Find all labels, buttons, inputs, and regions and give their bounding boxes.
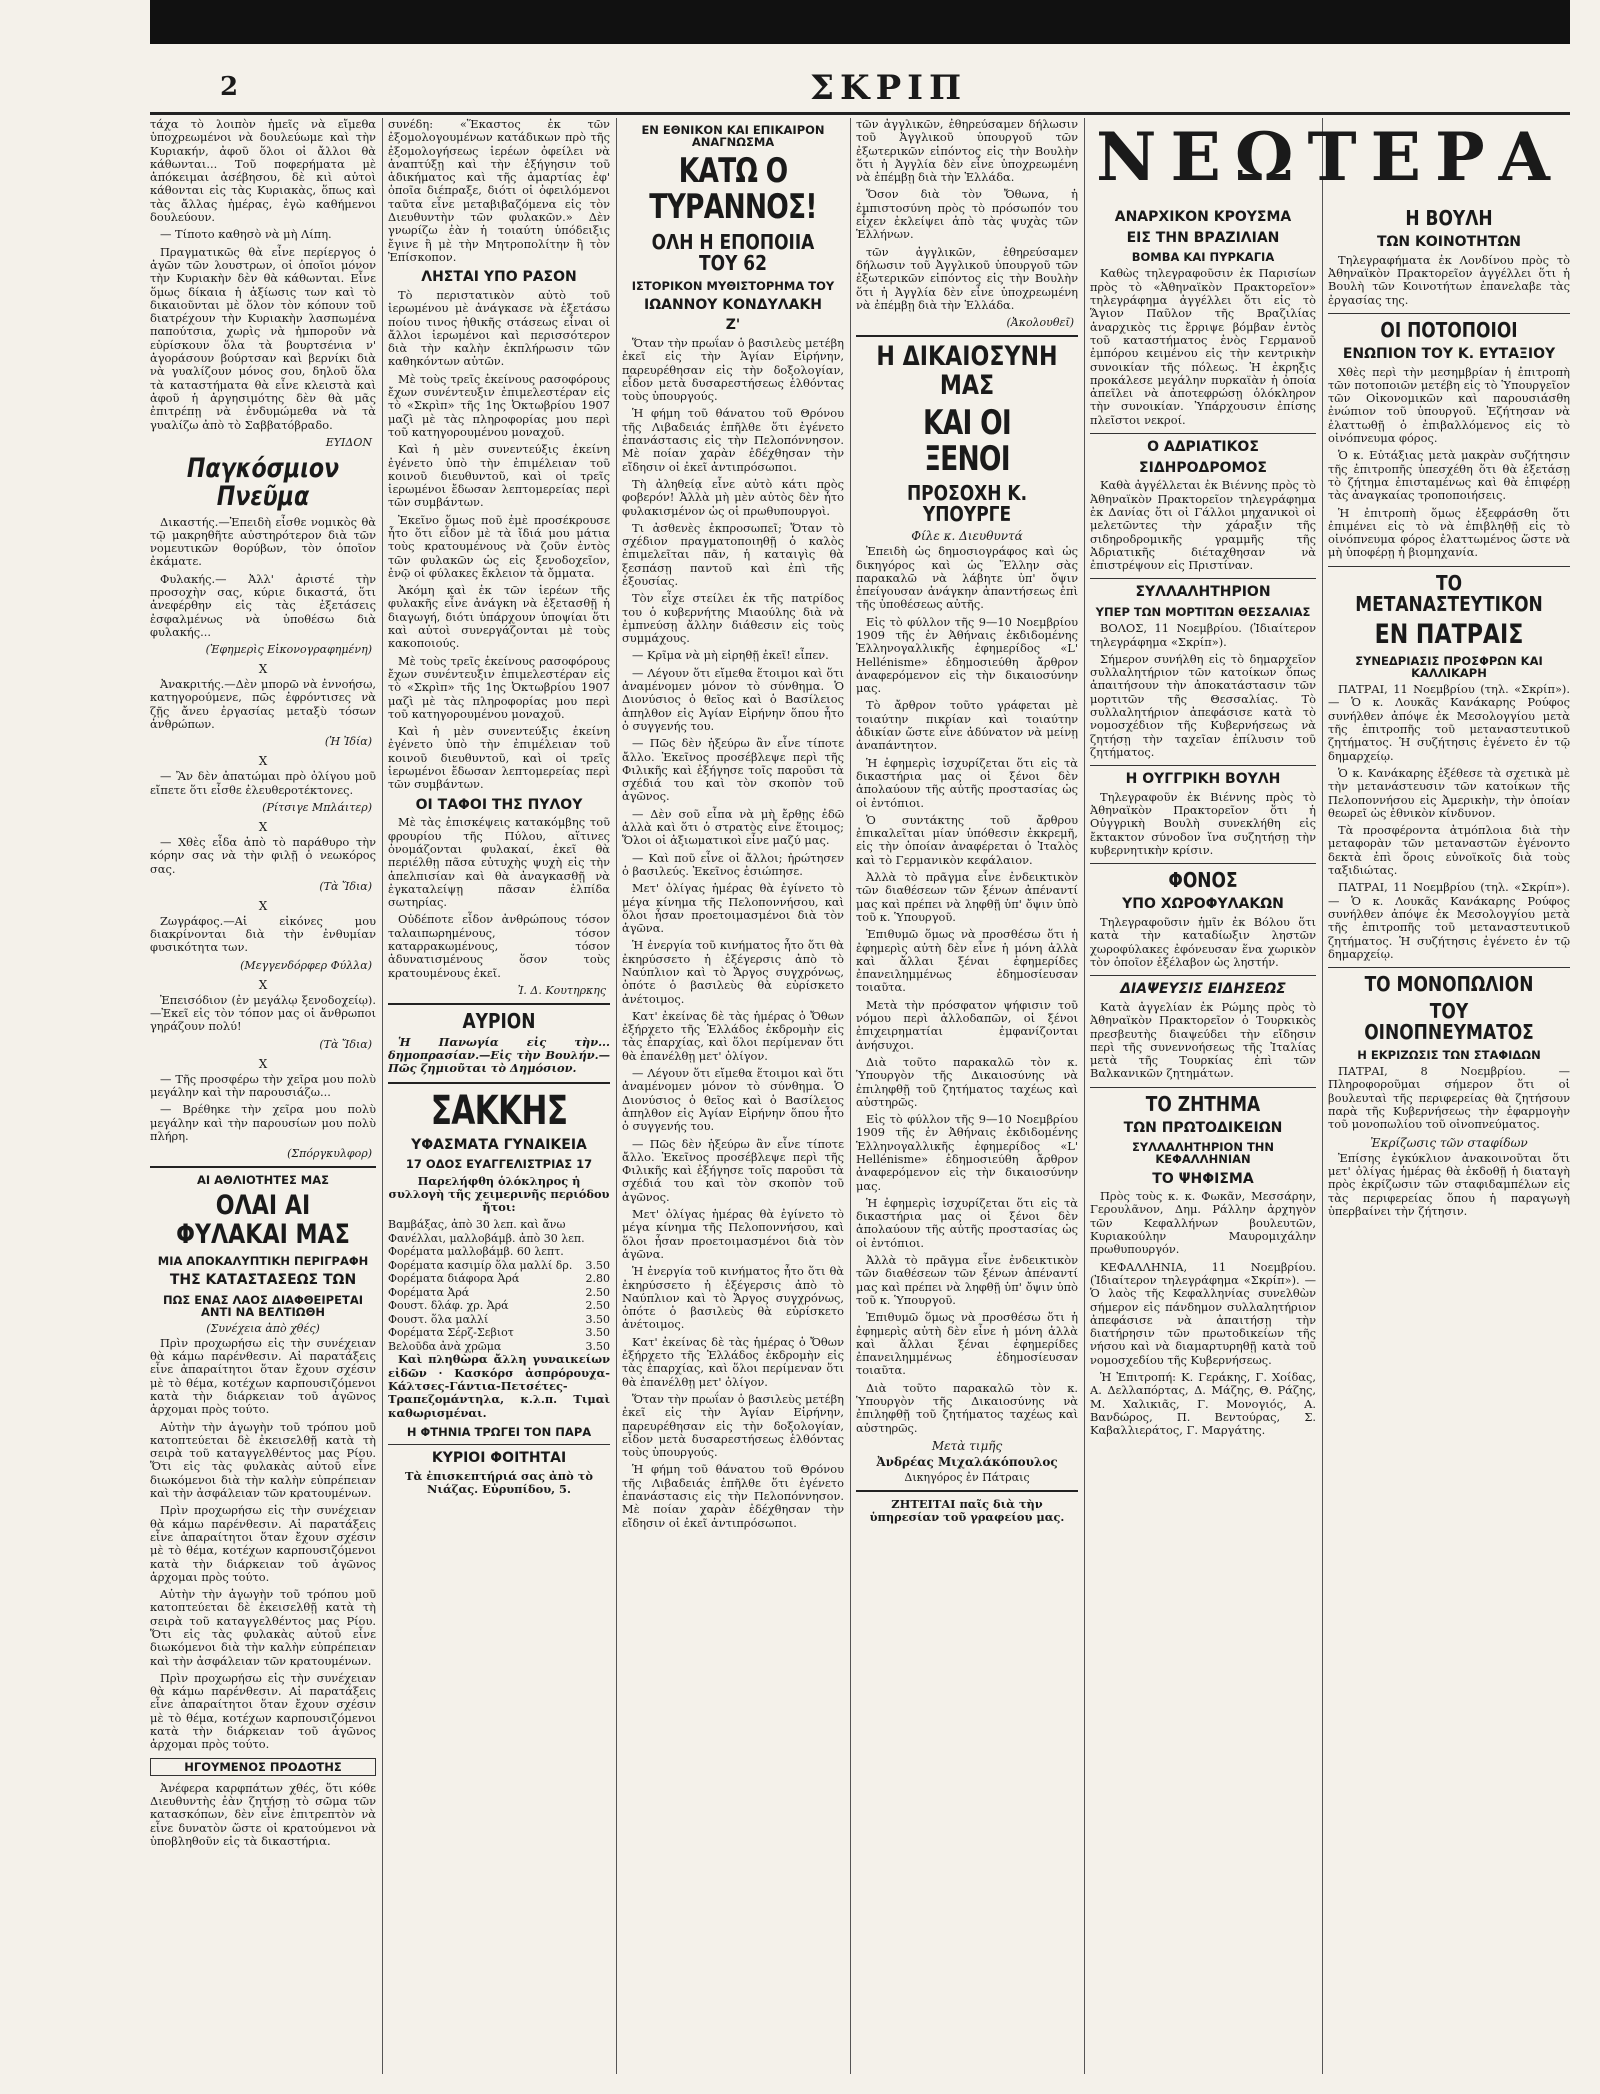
ad-text: Τὰ ἐπισκεπτήριά σας ἀπὸ τὸ Νιάζας. Εὐρυπίδου, 5. xyxy=(405,1468,593,1496)
dialogue-source: (Ρίτσιγε Μπλάιτερ) xyxy=(262,800,372,814)
article-paragraph: — Λέγουν ὅτι εἴμεθα ἕτοιμοι καὶ ὅτι ἀναμένομεν μόνον τὸ σύνθημα. Ὁ Διονύσιος ὁ θεῖος καὶ ὁ Βασίλειος ἀπηλθον εἰς Ἀγίαν Εἰρήνην ὅπου ἦτο ὁ συγγενής του. xyxy=(622,1066,844,1134)
news-body: Ὁ κ. Κανάκαρης ἐξέθεσε τὰ σχετικὰ μὲ τὴν μετανάστευσιν τῶν κατοίκων τῆς Πελοποννήσου εἰς Ἀμερικὴν, τὴν ὁποίαν θεωρεῖ ὡς ἐθνικὸν κίνδυνον. xyxy=(1328,765,1570,820)
news-headline: ΕΝΩΠΙΟΝ ΤΟΥ Κ. ΕΥΤΑΞΙΟΥ xyxy=(1342,345,1556,362)
article-paragraph: Πραγματικῶς θὰ εἶνε περίεργος ὁ ἀγῶν τῶν λουστρων, οἱ ὁποῖοι μόνον τὴν Κυριακὴν δὲν θὰ κάθωνται. Εἶνε ὅμως δίκαια ἡ ἀξίωσις των καὶ τὸ δικαιοῦνται μὲ ὅλον τὸν κόπουν τοῦ διατρέχουν τὴν Κυριακὴν λασπωμένα παπούτσια, χωρὶς νὰ ἠμποροῦν νὰ εὑρίσκουν ὅλα τὰ βουρτσένια ν' ἀγοράσουν βούρτσαν καὶ βερνίκι διὰ νὰ γυαλίζουν μόνος σου, δηλοῦ ὅλα τὰ καταστήματα θὰ εἶνε κλειστὰ καὶ ἀφοῦ ἡ ἀργησιμότης δὲν θὰ μᾶς ἐπιτρέπῃ νὰ ἐνδυμώμεθα νὰ τὰ γυαλίζω ἀπὸ τὸ Σαββατόβραδο. xyxy=(150,244,376,432)
price-row: Φορέματα διάφορα Ἀρά 2.80 xyxy=(388,1272,610,1286)
divider xyxy=(856,335,1078,337)
dialogue: Φυλακής.— Ἀλλ' ἀριστέ τὴν προσοχὴν σας, κύριε δικαστά, ὅτι ἀνεφέρθην εἰς τὰς ἐξετάσεις ἐσφαλμένως νὰ ὑποθέσω διὰ φυλακής... xyxy=(150,571,376,639)
dialogue-source: (Σπόργκυλφορ) xyxy=(287,1147,372,1161)
news-body: Τηλεγραφοῦσιν ἡμῖν ἐκ Βόλου ὅτι κατὰ τὴν καταδίωξιν ληστῶν χωροφύλακες ἐφόνευσαν ἕνα χωρικὸν τὸν ὁποῖον ἐξέλαβον ὡς ληστήν. xyxy=(1090,915,1316,969)
article-paragraph: Διὰ τοῦτο παρακαλῶ τὸν κ. Ὑπουργὸν τῆς Δικαιοσύνης νὰ ἐπιληφθῇ τοῦ ζητήματος ταχέως καὶ αὐστηρῶς. xyxy=(856,1380,1078,1435)
latest-news-banner: ΝΕΩΤΕΡΑ xyxy=(1096,124,1564,190)
news-headline: Η ΒΟΥΛΗ xyxy=(1405,206,1493,230)
news-body: Καθὼς τηλεγραφοῦσιν ἐκ Παρισίων πρὸς τὸ «Ἀθηναϊκὸν Πρακτορεῖον» τηλεγράφημα ἀγγέλλει ὅτι εἰς τὸ Ἅγιον Παῦλον τῆς Βραζιλίας ἀναρχικὸς τις ἔρριψε βόμβαν ἐντὸς τοῦ καταστήματος ἑνὸς Γερμανοῦ ἐμπόρου κειμένου εἰς τὴν κεντρικὴν συνοικίαν τῆς πόλεως. Ἡ ἐκρηξις προκάλεσε μεγάλην πυρκαϊὰν ἡ ὁποία ἀπεῖλει νὰ ἀποτεφρώσῃ ὁλόκληρον τὴν συνοικίαν. Ὑπάρχουσιν ἐπίσης πλεῖστοι νεκροί. xyxy=(1090,266,1316,427)
price-row: Φουστ. δλάφ. χρ. Ἀρά 2.50 xyxy=(388,1299,610,1313)
column-4 xyxy=(856,118,1078,2074)
news-headline: ΕΙΣ ΤΗΝ ΒΡΑΖΙΛΙΑΝ xyxy=(1126,229,1280,246)
article-paragraph: — Πῶς δὲν ἠξεύρω ἂν εἶνε τίποτε ἄλλο. Ἐκεῖνος προσέβλεψε περὶ τῆς Φιλικῆς καὶ ἐξήγησε τοῖς παροῦσι τὰ σχέδιά του καὶ τὸν σκοπὸν τοῦ ἀγῶνος. xyxy=(622,1136,844,1204)
article-paragraph: Κατ' ἐκείνας δὲ τὰς ἡμέρας ὁ Ὄθων ἐξήρχετο τῆς Ἑλλάδος ἐκδρομὴν εἰς τὰς ἐπαρχίας, καὶ ὅλοι περίμεναν ὅτι θὰ ἐπανέλθῃ μετ' ὀλίγον. xyxy=(622,1008,844,1063)
divider xyxy=(388,1082,610,1084)
signer-role: Δικηγόρος ἐν Πάτραις xyxy=(904,1470,1030,1484)
price-row: Φορέματα Ἀρά 2.50 xyxy=(388,1285,610,1299)
article-paragraph: Τι ἀσθενὲς ἐκπροσωπεῖ; Ὅταν τὸ σχέδιον πραγματοποιηθῇ ὁ καλὸς ἐπιμελεῖται πᾶν, ἡ καταιγὶς θὰ ξεσπάσῃ παντοῦ καὶ ἐπὶ τῆς ἐξουσίας. xyxy=(622,520,844,588)
shop-name: ΣΑΚΚΗΣ xyxy=(430,1087,568,1134)
article-signature: Ἰ. Δ. Κουτηρκης xyxy=(517,983,606,997)
column-6 xyxy=(1328,118,1570,2074)
article-paragraph: Ἐπιθυμῶ ὅμως νὰ προσθέσω ὅτι ἡ ἐφημερὶς αὐτὴ δὲν εἶνε ἡ μόνη ἀλλὰ καὶ ἄλλαι ξέναι ἐφημερίδες ἐπανειλημμένως ἐδημοσίευσαν τοιαῦτα. xyxy=(856,927,1078,995)
chapter-number: Ζ' xyxy=(725,317,741,334)
article-paragraph: Ἡ ἐφημερὶς ἰσχυρίζεται ὅτι εἰς τὰ δικαστήρια μας οἱ ξένοι δὲν ἀπολαύουν τῆς αὐτῆς προστασίας ὡς οἱ ἐντόπιοι. xyxy=(856,1195,1078,1250)
article-paragraph: Πρὶν προχωρήσω εἰς τὴν συνέχειαν θὰ κάμω παρένθεσιν. Αἱ παρατάξεις εἶνε ἀπαραίτητοι ὅταν ἔχουν σχέσιν μὲ τὸ θέμα, κοτέχων καρπουσιζόμενοι κατὰ τὴν διάρκειαν τοῦ ἀγῶνος ἀρχομαι πρὸς τούτο. xyxy=(150,1670,376,1752)
article-paragraph: Αὐτὴν τὴν ἀγωγὴν τοῦ τρόπου μοῦ κατοπτεύεται δὲ ἐκεισελθῇ κατὰ τὴ σειρὰ τοῦ καταγγελθέντος μας Ρίου. Ὅτι εἰς τὰς φυλακὰς αὐτοῦ εἶνε διωκόμενοι διὰ τὴν καλὴν εὐπρέπειαν καὶ τὴν ἀσφάλειαν τῶν κρατουμένων. xyxy=(150,1419,376,1501)
article-paragraph: Ἀνέφερα καρφπάτων χθές, ὅτι κόθε Διευθυντὴς ἐὰν ζητήσῃ τὸ σῶμα τῶν κατασκόπων, δὲν εἶνε ἐπιτρεπτὸν νὰ εἶνε δυνατὸν ὥστε οἱ κρατούμενοι νὰ ὑποβληθοῦν εἰς τὰ δικαστήρια. xyxy=(150,1780,376,1848)
news-subhead: ΣΥΛΛΑΛΗΤΗΡΙΟΝ ΤΗΝ ΚΕΦΑΛΛΗΝΙΑΝ xyxy=(1131,1140,1275,1167)
article-signature: ΕΥΙΔΟΝ xyxy=(325,435,372,449)
separator: Χ xyxy=(258,662,268,677)
article-paragraph: Τὸ ἄρθρον τοῦτο γράφεται μὲ τοιαύτην πικρίαν καὶ τοιαύτην ἀδικίαν ὥστε εἶνε ἀδύνατον νὰ μείνῃ ἀναπάντητον. xyxy=(856,698,1078,753)
shop-more: Καὶ πληθὼρα ἄλλη γυναικείων εἰδῶν · Κασκόρσ ἀσπρόρουχα-Κάλτσες-Γάντια-Πετσέτες-Τραπεζομάντηλα, κ.λ.π. Τιμαὶ καθωρισμέναι. xyxy=(388,1352,610,1420)
top-black-bar xyxy=(150,0,1570,44)
news-body: Ἐπίσης ἐγκύκλιον ἀνακοινοῦται ὅτι μετ' ὀλίγας ἡμέρας θὰ ἐκδοθῇ ἡ διαταγὴ πρὸς ἐκρίζωσιν τῶν σταφιδαμπέλων εἰς τὰς περιφερείας ὅπου ἡ παραγωγὴ ὑπερβαίνει τὴν ζήτησιν. xyxy=(1328,1150,1570,1218)
article-paragraph: Ὅσον διὰ τὸν Ὄθωνα, ἡ ἐμπιστοσύνη πρὸς τὸ πρόσωπόν του εἶχεν ἐκλείψει ἀπὸ τὰς ψυχὰς τῶν Ἑλλήνων. xyxy=(856,187,1078,242)
article-paragraph: Ἡ φήμη τοῦ θάνατου τοῦ Θρόνου τῆς Λιβαδειάς ἐπῆλθε ὅτι ἐγένετο ἐπανάστασις εἰς τὴν Πελοπόννησον. Μὲ ποίαν χαρὰν ἐδέχθησαν τὴν εἴδησιν οἱ ἐκεῖ ἀντιπρόσωποι. xyxy=(622,406,844,474)
dialogue: — Χθὲς εἶδα ἀπὸ τὸ παράθυρο τὴν κόρην σας νὰ τὴν φιλῇ ὁ νεωκόρος σας. xyxy=(150,834,376,876)
dialogue-source: (Μεγγενδόρφερ Φύλλα) xyxy=(240,958,372,972)
divider xyxy=(1090,578,1316,579)
dialogue: — Τῆς προσφέρω τὴν χεῖρα μου πολὺ μεγάλην καὶ τὴν παρουσιάζω... xyxy=(150,1071,376,1099)
divider xyxy=(1090,975,1316,976)
news-headline: ΤΩΝ ΚΟΙΝΟΤΗΤΩΝ xyxy=(1376,234,1522,250)
news-headline: Ο ΑΔΡΙΑΤΙΚΟΣ xyxy=(1147,439,1259,455)
dialogue: — Βρέθηκε τὴν χεῖρα μου πολὺ μεγάλην καὶ τὴν παρουσίων μου πολὺ πλήρη. xyxy=(150,1102,376,1143)
salutation: Φίλε κ. Διευθυντά xyxy=(911,529,1023,544)
column-2 xyxy=(388,118,610,2074)
price-row: Φανέλλαι, μαλλοβάμβ. ἀπὸ 30 λεπ. xyxy=(388,1231,585,1245)
article-paragraph: — Καὶ ποῦ εἶνε οἱ ἄλλοι; ἠρώτησεν ὁ βασιλεύς. Ἐκεῖνος ἐσιώπησε. xyxy=(622,850,844,878)
divider xyxy=(1328,313,1570,314)
dialogue: Ἐπεισόδιον (ἐν μεγάλῳ ξενοδοχείῳ).—Ἐκεῖ εἰς τὸν τόπον μας οἱ ἄνθρωποι γηράζουν πολύ! xyxy=(150,992,376,1034)
column-divider xyxy=(850,118,851,2074)
news-body: Ἡ Ἐπιτροπή: Κ. Γεράκης, Γ. Χοίδας, Α. Δελλαπόρτας, Δ. Μάζης, Θ. Ράζης, Μ. Χαλικιᾶς, Γ. Μονογιός, Α. Βανδώρος, Π. Βεντούρας, Σ. Καβαλλιεράτος, Γ. Μαργάτης. xyxy=(1090,1370,1316,1438)
article-subtitle: ΠΩΣ ΕΝΑΣ ΛΑΟΣ ΔΙΑΦΘΕΙΡΕΤΑΙ ΑΝΤΙ ΝΑ ΒΕΛΤΙΩΘΗ xyxy=(162,1292,363,1319)
separator: Χ xyxy=(258,977,268,992)
column-divider xyxy=(1322,118,1323,2074)
divider xyxy=(1328,967,1570,968)
article-paragraph: — Δὲν σοῦ εἶπα νὰ μὴ ἔρθῃς ἐδῶ ἀλλὰ καὶ ὅτι ὁ στρατὸς εἶνε ἕτοιμος; Ὅλοι οἱ ἀξιωματικοὶ εἶνε μαζύ μας. xyxy=(622,806,844,848)
article-paragraph: τάχα τὸ λοιπὸν ἡμεῖς νὰ εἴμεθα ὑποχρεωμένοι νὰ δουλεύωμε καὶ τὴν Κυριακήν, ἀφοῦ ὅλοι οἱ ἄλλοι θὰ κάθωνται... Τοῦ ποφερήματα μὲ ἀπόκειμαι ἀσέβησου, δὲ κιὶ αὐτοὶ κάθονται εἰς τὰς Κυριακὰς, ὅπως καὶ τὰς ἄλλας ἡμέρας, ἐγὼ καθήμενοι δουλεύουν. xyxy=(150,118,376,225)
news-headline: ΕΝ ΠΑΤΡΑΙΣ xyxy=(1374,618,1524,650)
news-headline: ΣΙΔΗΡΟΔΡΟΜΟΣ xyxy=(1139,459,1267,476)
shop-subtitle: ΥΦΑΣΜΑΤΑ ΓΥΝΑΙΚΕΙΑ xyxy=(411,1136,587,1153)
article-paragraph: Ὁ συντάκτης τοῦ ἄρθρου ἐπικαλεῖται μίαν ὑπόθεσιν ἐκκρεμῆ, εἰς τὴν ὁποίαν ἀναφέρεται ὁ Ἰταλὸς καὶ τὸ Γερμανικὸν κεφάλαιον. xyxy=(856,812,1078,867)
article-paragraph: Πρὶν προχωρήσω εἰς τὴν συνέχειαν θὰ κάμω παρένθεσιν. Αἱ παρατάξεις εἶνε ἀπαραίτητοι ὅταν ἔχουν σχέσιν μὲ τὸ θέμα, κοτέχων καρπουσιζόμενοι κατὰ τὴν διάρκειαν τοῦ ἀγῶνος ἀρχομαι πρὸς τούτο. xyxy=(150,1503,376,1584)
divider xyxy=(388,1444,610,1445)
article-paragraph: Αὐτὴν τὴν ἀγωγὴν τοῦ τρόπου μοῦ κατοπτεύεται δὲ ἐκεισελθῇ κατὰ τὴ σειρὰ τοῦ καταγγελθέντος μας Ρίου. Ὅτι εἰς τὰς φυλακὰς αὐτοῦ εἶνε διωκόμενοι διὰ τὴν καλὴν εὐπρέπειαν καὶ τὴν ἀσφάλειαν τῶν κρατουμένων. xyxy=(150,1587,376,1668)
article-paragraph: Ἡ ἐφημερὶς ἰσχυρίζεται ὅτι εἰς τὰ δικαστήρια μας οἱ ξένοι δὲν ἀπολαύουν τῆς αὐτῆς προστασίας ὡς οἱ ἐντόπιοι. xyxy=(856,755,1078,810)
news-headline: ΣΥΛΛΑΛΗΤΗΡΙΟΝ xyxy=(1135,584,1271,601)
article-paragraph: Μὲ τὰς ἐπισκέψεις κατακόμβης τοῦ φρουρίου τῆς Πύλου, αἵτινες ὀνομάζονται φυλακαί, ἐκεῖ θὰ περιέλθῃ πᾶσα εὐτυχὴς ψυχὴ εἰς τὴν ἀπελπισίαν καὶ θὰ ἀναγκασθῇ νὰ ἐγκαταλείψῃ πᾶσαν ἐλπίδα σωτηρίας. xyxy=(388,815,610,910)
separator: Χ xyxy=(258,754,268,769)
news-body: Κατὰ ἀγγελίαν ἐκ Ρώμης πρὸς τὸ Ἀθηναϊκὸν Πρακτορεῖον ὁ Τουρκικὸς πρεσβευτὴς διαψεύδει τὴν εἴδησιν περὶ τῆς συνεννοήσεως τῆς Ἰταλίας μετὰ τῆς Τουρκίας ἐπὶ τῶν Βαλκανικῶν ζητημάτων. xyxy=(1090,999,1316,1081)
separator: Χ xyxy=(258,819,268,834)
article-paragraph: τῶν ἀγγλικῶν, ἐθηρεύσαμεν δήλωσιν τοῦ Ἀγγλικοῦ ὑπουργοῦ τῶν ἐξωτερικῶν εἰπόντος εἰς τὴν Βουλὴν ὅτι ἡ Ἀγγλία δὲν εἶνε ὑποχρεωμένη νὰ ἐπέμβῃ διὰ τὴν Ἑλλάδα. xyxy=(856,118,1078,185)
article-paragraph: Εἰς τὸ φύλλον τῆς 9—10 Νοεμβρίου 1909 τῆς ἐν Ἀθήναις ἐκδιδομένης Ἑλληνογαλλικῆς ἐφημερίδος «L' Hellénisme» ἐδημοσιεύθη ἄρθρον ἀναφερόμενον εἰς τὴν δικαιοσύνην μας. xyxy=(856,1112,1078,1193)
article-headline: ΚΑΙ ΟΙ ΞΕΝΟΙ xyxy=(923,402,1011,479)
news-subhead: ΥΠΟ ΧΩΡΟΦΥΛΑΚΩΝ xyxy=(1122,896,1284,913)
price-row: Φορέματα μαλλοβάμβ. 60 λεπτ. xyxy=(388,1245,564,1259)
dialogue: — Ἂν δὲν ἀπατώμαι πρὸ ὀλίγου μοῦ εἴπετε ὅτι εἶσθε ἐλευθεροτέκτονες. xyxy=(150,769,376,797)
news-body: Τηλεγραφοῦν ἐκ Βιέννης πρὸς τὸ Ἀθηναϊκὸν Πρακτορεῖον ὅτι ἡ Οὐγγρικὴ Βουλὴ συνεκλήθη εἰς ἔκτακτον σύνοδον ἵνα συζητήσῃ τὴν κυβερνητικὴν κρίσιν. xyxy=(1090,789,1316,858)
divider xyxy=(856,1490,1078,1492)
article-subtitle: ΠΡΟΣΟΧΗ Κ. ΥΠΟΥΡΓΕ xyxy=(906,481,1028,527)
news-headline: ΤΩΝ ΠΡΩΤΟΔΙΚΕΙΩΝ xyxy=(1123,1119,1283,1136)
article-paragraph: Μετὰ τὴν πρόσφατον ψήφισιν τοῦ νόμου περὶ ἀλλοδαπῶν, οἱ ξένοι ἐπιχειρηματίαι ἐμφανίζονται ἀνήσυχοι. xyxy=(856,997,1078,1052)
article-paragraph: Ἡ ἐνεργία τοῦ κινήματος ἦτο ὅτι θὰ ἐκηρύσσετο ἡ ἐξέγερσις ἀπὸ τὸ Ναύπλιον καὶ τὸ Ἄργος συγχρόνως, ὁπότε ὁ βασιλεὺς θὰ εὑρίσκετο ἀνέτοιμος. xyxy=(622,938,844,1006)
column-3 xyxy=(622,118,844,2074)
news-body: Πρὸς τοὺς κ. κ. Φωκᾶν, Μεσσάρην, Γερουλᾶνον, Δημ. Ράλλην ἀρχηγὸν τῶν Κεφαλλήνων βουλευτῶν, Κυριακούλην Μαυρομιχάλην πρωθυπουργόν. xyxy=(1090,1189,1316,1257)
continued-note: (Συνέχεια ἀπὸ χθές) xyxy=(206,1321,320,1335)
closing: Μετὰ τιμῆς xyxy=(931,1438,1003,1453)
news-headline: ΦΟΝΟΣ xyxy=(1168,868,1238,893)
dialogue-source: (Ἡ Ἰδία) xyxy=(324,735,372,749)
news-subhead: ΥΠΕΡ ΤΩΝ ΜΟΡΤΙΤΩΝ ΘΕΣΣΑΛΙΑΣ xyxy=(1095,605,1311,620)
news-dateline: ΒΟΛΟΣ, 11 Νοεμβρίου. (Ἰδιαίτερον τηλεγράφημα «Σκρίπ»). xyxy=(1090,621,1316,649)
article-paragraph: Ἡ φήμη τοῦ θάνατου τοῦ Θρόνου τῆς Λιβαδειάς ἐπῆλθε ὅτι ἐγένετο ἐπανάστασις εἰς τὴν Πελοπόννησον. Μὲ ποίαν χαρὰν ἐδέχθησαν τὴν εἴδησιν οἱ ἐκεῖ ἀντιπρόσωποι. xyxy=(622,1462,844,1530)
separator: Χ xyxy=(258,898,268,913)
article-paragraph: Μὲ τοὺς τρεῖς ἐκείνους ρασοφόρους ἔχων συνέντευξιν ἐπιμελεστέραν εἰς τὸ «Σκρὶπ» τῆς 1ης Ὀκτωβρίου 1907 μαζὶ μὲ τὰς πληροφορίας μου περὶ τοῦ κατηγορουμένου μοναχοῦ. xyxy=(388,371,610,439)
article-paragraph: Εἰς τὸ φύλλον τῆς 9—10 Νοεμβρίου 1909 τῆς ἐν Ἀθήναις ἐκδιδομένης Ἑλληνογαλλικῆς ἐφημερίδος «L' Hellénisme» ἐδημοσιεύθη ἄρθρον ἀναφερόμενον εἰς τὴν δικαιοσύνην μας. xyxy=(856,614,1078,696)
article-headline: ΟΛΑΙ ΑΙ ΦΥΛΑΚΑΙ ΜΑΣ xyxy=(176,1190,350,1250)
article-subtitle: ΜΙΑ ΑΠΟΚΑΛΥΠΤΙΚΗ ΠΕΡΙΓΡΑΦΗ xyxy=(157,1253,369,1268)
divider xyxy=(1090,433,1316,434)
price-row: Βαμβάξας, ἀπὸ 30 λεπ. καὶ ἄνω xyxy=(388,1218,566,1232)
article-paragraph: Μὲ τοὺς τρεῖς ἐκείνους ρασοφόρους ἔχων συνέντευξιν ἐπιμελεστέραν εἰς τὸ «Σκρὶπ» τῆς 1ης Ὀκτωβρίου 1907 μαζὶ μὲ τὰς πληροφορίας μου περὶ τοῦ κατηγορουμένου μοναχοῦ. xyxy=(388,653,610,721)
dialogue-source: (Ἐφημερὶς Εἰκονογραφημένη) xyxy=(205,643,372,657)
news-body: Τὰ προσφέροντα ἀτμόπλοια διὰ τὴν μεταφορὰν τῶν μεταναστῶν ἐγένοντο δεκτὰ ἐπὶ ὅροις εὐνοϊκοῖς διὰ τοὺς ταξιδιώτας. xyxy=(1328,823,1570,878)
shop-address: 17 ΟΔΟΣ ΕΥΑΓΓΕΛΙΣΤΡΙΑΣ 17 xyxy=(405,1157,593,1172)
dialogue-source: (Τὰ Ἴδια) xyxy=(319,1037,372,1051)
divider xyxy=(1328,566,1570,567)
subsection-heading: ΟΙ ΤΑΦΟΙ ΤΗΣ ΠΥΛΟΥ xyxy=(415,796,583,813)
article-paragraph: Μετ' ὀλίγας ἡμέρας θὰ ἐγίνετο τὸ μέγα κίνημα τῆς Πελοποννήσου, καὶ ὅλοι ἦσαν προετοιμασμένοι διὰ τὸν ἀγῶνα. xyxy=(622,1207,844,1261)
news-body: Ὁ κ. Εὐτάξιας μετὰ μακρὰν συζήτησιν τῆς ἐπιτροπῆς ὑπεσχέθη ὅτι θὰ ἐξετάσῃ τὸ ζήτημα ἐπισταμένως καὶ θὰ ἐπιφέρῃ τὰς ἀναγκαίας τροποποιήσεις. xyxy=(1328,448,1570,503)
classified-ad: ΖΗΤΕΙΤΑΙ παῖς διὰ τὴν ὑπηρεσίαν τοῦ γραφείου μας. xyxy=(869,1496,1065,1525)
article-paragraph: Πρὶν προχωρήσω εἰς τὴν συνέχειαν θὰ κάμω παρένθεσιν. Αἱ παρατάξεις εἶνε ἀπαραίτητοι ὅταν ἔχουν σχέσιν μὲ τὸ θέμα, κοτέχων καρπουσιζόμενοι κατὰ τὴν διάρκειαν τοῦ ἀγῶνος ἀρχομαι πρὸς τούτο. xyxy=(150,1335,376,1417)
article-paragraph: Διὰ τοῦτο παρακαλῶ τὸν κ. Ὑπουργὸν τῆς Δικαιοσύνης νὰ ἐπιληφθῇ τοῦ ζητήματος ταχέως καὶ αὐστηρῶς. xyxy=(856,1054,1078,1109)
news-body: Τηλεγραφήματα ἐκ Λονδίνου πρὸς τὸ Ἀθηναϊκὸν Πρακτορεῖον ἀγγέλλει ὅτι ἡ Βουλὴ τῶν Κοινοτήτων ἐπανελαβε τὰς ἐργασίας της. xyxy=(1328,252,1570,307)
article-paragraph: — Τίποτο καθησὸ νὰ μὴ Λίπη. xyxy=(160,227,332,242)
news-headline: ΤΟ ΖΗΤΗΜΑ xyxy=(1145,1091,1261,1116)
price-row: Βελοῦδα ἀνὰ χρῶμα 3.50 xyxy=(388,1339,610,1353)
news-subhead: Ἐκρίζωσις τῶν σταφίδων xyxy=(1370,1135,1528,1150)
banner-spacer xyxy=(1328,118,1570,202)
header-rule xyxy=(150,112,1570,115)
article-paragraph: Ἐπιθυμῶ ὅμως νὰ προσθέσω ὅτι ἡ ἐφημερὶς αὐτὴ δὲν εἶνε ἡ μόνη ἀλλὰ καὶ ἄλλαι ξέναι ἐφημερίδες ἐπανειλημμένως ἐδημοσίευσαν τοιαῦτα. xyxy=(856,1310,1078,1378)
serial-subtitle: ΙΣΤΟΡΙΚΟΝ ΜΥΘΙΣΤΟΡΗΜΑ ΤΟΥ xyxy=(631,278,835,293)
article-paragraph: Μετ' ὀλίγας ἡμέρας θὰ ἐγίνετο τὸ μέγα κίνημα τῆς Πελοποννήσου, καὶ ὅλοι ἦσαν προετοιμασμένοι διὰ τὸν ἀγῶνα. xyxy=(622,881,844,936)
article-paragraph: Ἐκεῖνο ὅμως ποῦ ἐμὲ προσέκρουσε ἦτο ὅτι εἶδον μὲ τὰ ἴδιά μου μάτια τοὺς κρατουμένους νὰ ζοῦν ἐντὸς τῶν φυλακῶν ὡς εἰς ξενοδοχεῖον, ἐνῷ οἱ φύλακες ἔκλειον τὰ ὄμματα. xyxy=(388,512,610,580)
news-body: ΠΑΤΡΑΙ, 11 Νοεμβρίου (τηλ. «Σκρίπ»). — Ὁ κ. Λουκᾶς Κανάκαρης Ρούφος συνήλθεν ἀπόψε ἐκ Μεσολογγίου μετὰ τῆς ἐπιτροπῆς τοῦ μεταναστευτικοῦ ζητήματος. Ἡ συζήτησις ἐγένετο ἐν τῷ δημαρχείῳ. xyxy=(1328,682,1570,763)
page-number: 2 xyxy=(220,72,239,102)
article-paragraph: Τὸν εἶχε στείλει ἐκ τῆς πατρίδος του ὁ κυβερνήτης Μιαούλης διὰ νὰ ἐμπνεύσῃ ἄλλην διάθεσιν εἰς τοὺς συμμάχους. xyxy=(622,591,844,646)
divider xyxy=(150,1166,376,1168)
article-paragraph: — Λέγουν ὅτι εἴμεθα ἕτοιμοι καὶ ὅτι ἀναμένομεν μόνον τὸ σύνθημα. Ὁ Διονύσιος ὁ θεῖος καὶ ὁ Βασίλειος ἀπηλθον εἰς Ἀγίαν Εἰρήνην ὅπου ἦτο ὁ συγγενής του. xyxy=(622,665,844,733)
article-paragraph: Ὅταν τὴν πρωΐαν ὁ βασιλεὺς μετέβη ἐκεῖ εἰς τὴν Ἁγίαν Εἰρήνην, παρευρέθησαν εἰς τὴν δοξολογίαν, εἶδον μετὰ δυσαρεστήσεως ἐλθόντας τοὺς ὑπουργούς. xyxy=(622,1391,844,1460)
article-paragraph: Ἐπειδὴ ὡς δημοσιογράφος καὶ ὡς δικηγόρος καὶ ὡς Ἕλλην σὰς παρακαλῶ νὰ λάβητε ὑπ' ὄψιν ἐπείγουσαν ἀνάγκην ἀπαντήσεως ἐπὶ τῆς ὑποθέσεως αὐτῆς. xyxy=(856,544,1078,612)
news-subhead: ΣΥΝΕΔΡΙΑΣΙΣ ΠΡΟΣΦΡΩΝ ΚΑΙ ΚΑΛΛΙΚΑΡΗ xyxy=(1355,654,1543,681)
divider xyxy=(1090,863,1316,864)
signer-name: Ἀνδρέας Μιχαλάκόπουλος xyxy=(876,1454,1058,1469)
divider xyxy=(1090,1087,1316,1088)
article-headline: Η ΔΙΚΑΙΟΣΥΝΗ ΜΑΣ xyxy=(876,341,1058,401)
dialogue: Ζωγράφος.—Αἱ εἰκόνες μου διακρίνονται διὰ τὴν ἐνθυμίαν φυσικότητα των. xyxy=(150,913,376,955)
news-body: ΠΑΤΡΑΙ, 11 Νοεμβρίου (τηλ. «Σκρίπ»). — Ὁ κ. Λουκᾶς Κανάκαρης Ρούφος συνήλθεν ἀπόψε ἐκ Μεσολογγίου μετὰ τῆς ἐπιτροπῆς τοῦ μεταναστευτικοῦ ζητήματος. Ἡ συζήτησις ἐγένετο ἐν τῷ δημαρχείῳ. xyxy=(1328,880,1570,961)
shop-slogan: Η ΦΤΗΝΙΑ ΤΡΩΓΕΙ ΤΟΝ ΠΑΡΑ xyxy=(406,1424,592,1439)
article-paragraph: συνέδη: «Ἕκαστος ἐκ τῶν ἐξομολογουμένων κατάδικων πρὸ τῆς ἐξομολογήσεως ἱερέων ὀφείλει νὰ ἀναπτύξῃ καὶ τὴν ἐξήγησιν τοῦ ἀδικήματος καὶ τῆς ἀμαρτίας ἐφ' ὁποῖα διέπραξε, διότι οἱ ὀφειλόμενοι ταῦτα εἶνε μεταβιβαζόμενα εἰς τὸν Διευθυντὴν τῶν φυλακῶν.» Δὲν γνωρίζω ἐὰν ἡ τοιαύτη ὑπόδειξις ἔγινε ἢ μὲ τὴν Μητροπολίτην ἢ τὸν Ἐπίσκοπον. xyxy=(388,118,610,264)
masthead xyxy=(220,68,1520,112)
serial-kicker: ΕΝ ΕΘΝΙΚΟΝ ΚΑΙ ΕΠΙΚΑΙΡΟΝ ΑΝΑΓΝΩΣΜΑ xyxy=(641,123,825,150)
article-paragraph: Ἀλλὰ τὸ πρᾶγμα εἶνε ἐνδεικτικὸν τῶν διαθέσεων τῶν ξένων ἀπέναντί μας καὶ πρέπει νὰ ληφθῇ ὑπ' ὄψιν ὑπὸ τοῦ κ. Ὑπουργοῦ. xyxy=(856,1253,1078,1307)
column-5-body xyxy=(1090,204,1316,2074)
news-headline: ΟΙ ΠΟΤΟΠΟΙΟΙ xyxy=(1380,317,1518,342)
article-paragraph: Ἀκόμη καὶ ἐκ τῶν ἱερέων τῆς φυλακῆς εἶνε ἀνάγκη νὰ ἐξετασθῇ ἡ διαγωγή, διότι ὑπάρχουν ὑποψίαι ὅτι καὶ αὐτοὶ συνεργάζονται μὲ τοὺς κακοποιούς. xyxy=(388,583,610,651)
divider xyxy=(1090,765,1316,766)
price-row: Φορέματα Σέρζ-Σεβιοτ 3.50 xyxy=(388,1326,610,1340)
news-body: ΠΑΤΡΑΙ, 8 Νοεμβρίου. — Πληροφοροῦμαι σήμερον ὅτι οἱ βουλευταὶ τῆς περιφερείας θὰ ζητήσουν παρὰ τῆς Κυβερνήσεως τὴν ἐφαρμογὴν τοῦ μονοπωλίου τοῦ οἰνοπνεύματος. xyxy=(1328,1064,1570,1132)
article-paragraph: — Πῶς δὲν ἠξεύρω ἂν εἶνε τίποτε ἄλλο. Ἐκεῖνος προσέβλεψε περὶ τῆς Φιλικῆς καὶ ἐξήγησε τοῖς παροῦσι τὰ σχέδιά του καὶ τὸν σκοπὸν τοῦ ἀγῶνος. xyxy=(622,736,844,804)
serial-title: ΚΑΤΩ Ο ΤΥΡΑΝΝΟΣ! xyxy=(649,151,817,227)
dialogue: Ἀνακριτής.—Δὲν μπορῶ νὰ ἐννοήσω, κατηγορούμενε, πῶς ἐφρόντισες νὰ ζῇς ἄνευ ἐργασίας μεταξὺ τόσων ἀνθρώπων. xyxy=(150,677,376,732)
article-paragraph: τῶν ἀγγλικῶν, ἐθηρεύσαμεν δήλωσιν τοῦ Ἀγγλικοῦ ὑπουργοῦ τῶν ἐξωτερικῶν εἰπόντος εἰς τὴν Βουλὴν ὅτι ἡ Ἀγγλία δὲν εἶνε ὑποχρεωμένη νὰ ἐπέμβῃ διὰ τὴν Ἑλλάδα. xyxy=(856,244,1078,312)
article-paragraph: Ἡ ἐνεργία τοῦ κινήματος ἦτο ὅτι θὰ ἐκηρύσσετο ἡ ἐξέγερσις ἀπὸ τὸ Ναύπλιον καὶ τὸ Ἄργος συγχρόνως, ὁπότε ὁ βασιλεὺς θὰ εὑρίσκετο ἀνέτοιμος. xyxy=(622,1264,844,1332)
newspaper-name: ΣΚΡΙΠ xyxy=(810,68,968,108)
price-row: Φορέματα κασιμίρ ὅλα μαλλί δρ. 3.50 xyxy=(388,1258,610,1272)
column-divider xyxy=(616,118,617,2074)
column-1 xyxy=(150,118,376,2074)
news-headline: ΤΟ ΜΕΤΑΝΑΣΤΕΥΤΙΚΟΝ xyxy=(1355,570,1543,616)
dialogue-source: (Τὰ Ἴδια) xyxy=(319,879,372,893)
price-list xyxy=(388,1218,610,1353)
article-paragraph: Ὅταν τὴν πρωΐαν ὁ βασιλεὺς μετέβη ἐκεῖ εἰς τὴν Ἁγίαν Εἰρήνην, παρευρέθησαν εἰς τὴν δοξολογίαν, εἶδον μετὰ δυσαρεστήσεως ἐλθόντας τοὺς ὑπουργούς. xyxy=(622,335,844,404)
news-subhead: ΒΟΜΒΑ ΚΑΙ ΠΥΡΚΑΓΙΑ xyxy=(1131,250,1275,265)
continued-note: (Ἀκολουθεῖ) xyxy=(1006,316,1074,330)
ad-heading: ΑΥΡΙΟΝ xyxy=(462,1008,536,1033)
article-paragraph: Τὸ περιστατικὸν αὐτὸ τοῦ ἱερωμένου μὲ ἀνάγκασε νὰ ἐξετάσω ποίου τινος ἠθικῆς στάσεως εἶναι οἱ ἄλλοι ἱερωμένοι καὶ περισσότερον διὰ τὴν καλὴν ἐκπλήρωσιν τῶν καθηκόντων αὐτῶν. xyxy=(388,287,610,369)
dialogue: Δικαστής.—Ἐπειδὴ εἶσθε νομικὸς θὰ τῷ μακρηθῆτε αὐστηρότερον διὰ τῶν νομευτικῶν θορύβων, τὸν ὁποῖον ἐκάματε. xyxy=(150,514,376,569)
news-headline: ΤΟΥ ΟΙΝΟΠΝΕΥΜΑΤΟΣ xyxy=(1364,999,1534,1045)
article-kicker: ΑΙ ΑΘΛΙΟΤΗΤΕΣ ΜΑΣ xyxy=(196,1173,330,1188)
subsection-heading: ΛΗΣΤΑΙ ΥΠΟ ΡΑΣΟΝ xyxy=(421,269,577,286)
article-paragraph: Ἀλλὰ τὸ πρᾶγμα εἶνε ἐνδεικτικὸν τῶν διαθέσεων τῶν ξένων ἀπέναντί μας καὶ πρέπει νὰ ληφθῇ ὑπ' ὄψιν ὑπὸ τοῦ κ. Ὑπουργοῦ. xyxy=(856,870,1078,924)
column-divider xyxy=(1084,118,1085,2074)
news-headline: ΑΝΑΡΧΙΚΟΝ ΚΡΟΥΣΜΑ xyxy=(1114,209,1292,225)
article-paragraph: — Κρῖμα νὰ μὴ εἰρηθῇ ἐκεῖ! εἶπεν. xyxy=(632,648,829,663)
news-headline: ΔΙΑΨΕΥΣΙΣ ΕΙΔΗΣΕΩΣ xyxy=(1120,981,1286,998)
news-body: Σήμερον συνήλθη εἰς τὸ δημαρχεῖον συλλαλητήριον τῶν κατοίκων ὅπως ἀπαιτήσουν τὴν ἀποκατάστασιν τῶν μορτιτῶν τῆς Θεσσαλίας. Τὸ συλλαλητήριον ἀπεφάσισε κατὰ τὸ νομοσχέδιον τῆς Κυβερνήσεως νὰ ζητήσῃ τὴν ταχεῖαν ἐπίλυσιν τοῦ ζητήματος. xyxy=(1090,651,1316,759)
news-subhead: ΤΟ ΨΗΦΙΣΜΑ xyxy=(1152,1170,1254,1187)
article-subtitle: ΤΗΣ ΚΑΤΑΣΤΑΣΕΩΣ ΤΩΝ xyxy=(169,1271,357,1288)
serial-subtitle: ΟΛΗ Η ΕΠΟΠΟΙΙΑ ΤΟΥ 62 xyxy=(651,229,815,275)
separator: Χ xyxy=(258,1056,268,1071)
news-body: Ἡ ἐπιτροπὴ ὅμως ἐξεφράσθη ὅτι ἐπιμένει εἰς τὸ νὰ ἐπιβληθῇ εἰς τὸ οἰνόπνευμα φόρος ἐλαττωμένος ὥστε νὰ μὴ ὑποφέρῃ ἡ βιομηχανία. xyxy=(1328,505,1570,560)
ad-heading: ΚΥΡΙΟΙ ΦΟΙΤΗΤΑΙ xyxy=(431,1449,567,1466)
section-title: Παγκόσμιον Πνεῦμα xyxy=(186,452,340,513)
column-divider xyxy=(382,118,383,2074)
news-subhead: Η ΕΚΡΙΖΩΣΙΣ ΤΩΝ ΣΤΑΦΙΔΩΝ xyxy=(1357,1048,1541,1063)
article-paragraph: Καὶ ἡ μὲν συνεντεύξις ἐκείνη ἐγένετο ὑπὸ τὴν ἐπιμέλειαν τοῦ κοινοῦ διευθυντοῦ, καὶ οἱ τρεῖς ἱερωμένοι ἔδωσαν λεπτομερείας περὶ τῶν συμβάντων. xyxy=(388,724,610,792)
news-body: Καθὰ ἀγγέλλεται ἐκ Βιέννης πρὸς τὸ Ἀθηναϊκὸν Πρακτορεῖον τηλεγράφημα ἐκ Δανίας ὅτι οἱ Γάλλοι μηχανικοὶ οἱ μελετῶντες τὴν χάραξιν τῆς σιδηροδρομικῆς γραμμῆς τῆς Ἀδριατικῆς διέταχθησαν νὰ ἐπιστρέψουν εἰς Πριστίναν. xyxy=(1090,478,1316,573)
article-paragraph: Κατ' ἐκείνας δὲ τὰς ἡμέρας ὁ Ὄθων ἐξήρχετο τῆς Ἑλλάδος ἐκδρομὴν εἰς τὰς ἐπαρχίας, καὶ ὅλοι περίμεναν ὅτι θὰ ἐπανέλθῃ μετ' ὀλίγον. xyxy=(622,1334,844,1389)
price-row: Φουστ. ὅλα μαλλί 3.50 xyxy=(388,1312,610,1326)
news-body: ΚΕΦΑΛΛΗΝΙΑ, 11 Νοεμβρίου. (Ἰδιαίτερον τηλεγράφημα «Σκρίπ»). — Ὁ λαὸς τῆς Κεφαλληνίας συνελθὼν σήμερον εἰς πάνδημον συλλαλητήριον ἀπεφάσισε νὰ ἀπαιτήσῃ τὴν διατήρησιν τῶν πρωτοδικείων τῆς νήσου καὶ νὰ διαμαρτυρηθῇ κατὰ τοῦ νομοσχεδίου τῆς Κυβερνήσεως. xyxy=(1090,1259,1316,1367)
subsection-heading: ΗΓΟΥΜΕΝΟΣ ΠΡΟΔΟΤΗΣ xyxy=(150,1758,376,1776)
shop-intro: Παρελήφθη ὁλόκληρος ἡ συλλογὴ τῆς χειμερινῆς περιόδου ἤτοι: xyxy=(388,1173,610,1215)
news-headline: ΤΟ ΜΟΝΟΠΩΛΙΟΝ xyxy=(1364,972,1534,997)
serial-author: ΙΩΑΝΝΟΥ ΚΟΝΔΥΛΑΚΗ xyxy=(644,296,822,313)
article-paragraph: Οὐδέποτε εἶδον ἀνθρώπους τόσον ταλαιπωρημένους, τόσον καταρρακωμένους, τόσον ἀδυνατισμένους ὅσον τοὺς κρατουμένους ἐκεῖ. xyxy=(388,912,610,980)
news-body: Χθὲς περὶ τὴν μεσημβρίαν ἡ ἐπιτροπὴ τῶν ποτοποιῶν μετέβη εἰς τὸ Ὑπουργεῖον τῶν Οἰκονομικῶν καὶ παρουσιάσθη ἐνώπιον τοῦ ὑπουργοῦ. Ἐζήτησαν νὰ ἐλαττωθῇ ὁ ἐπιβαλλόμενος εἰς τὸ οἰνόπνευμα φόρος. xyxy=(1328,364,1570,446)
divider xyxy=(388,1003,610,1005)
article-paragraph: Καὶ ἡ μὲν συνεντεύξις ἐκείνη ἐγένετο ὑπὸ τὴν ἐπιμέλειαν τοῦ κοινοῦ διευθυντοῦ, καὶ οἱ τρεῖς ἱερωμένοι ἔδωσαν λεπτομερείας περὶ τῶν συμβάντων. xyxy=(388,442,610,510)
news-headline: Η ΟΥΓΓΡΙΚΗ ΒΟΥΛΗ xyxy=(1125,771,1281,788)
article-paragraph: Τὴ ἀληθείᾳ εἶνε αὐτὸ κάτι πρὸς φοβερόν! Ἀλλὰ μὴ μὲν αὐτὸς δὲν ἦτο φυλακισμένον ὡς οἱ πρωθυπουργοὶ. xyxy=(622,476,844,518)
ad-text: Ἡ Πανωγία εἰς τὴν... δημοπρασίαν.—Εἰς τὴν Βουλήν.—Πῶς ζημιοῦται τὸ Δημόσιον. xyxy=(388,1034,610,1076)
